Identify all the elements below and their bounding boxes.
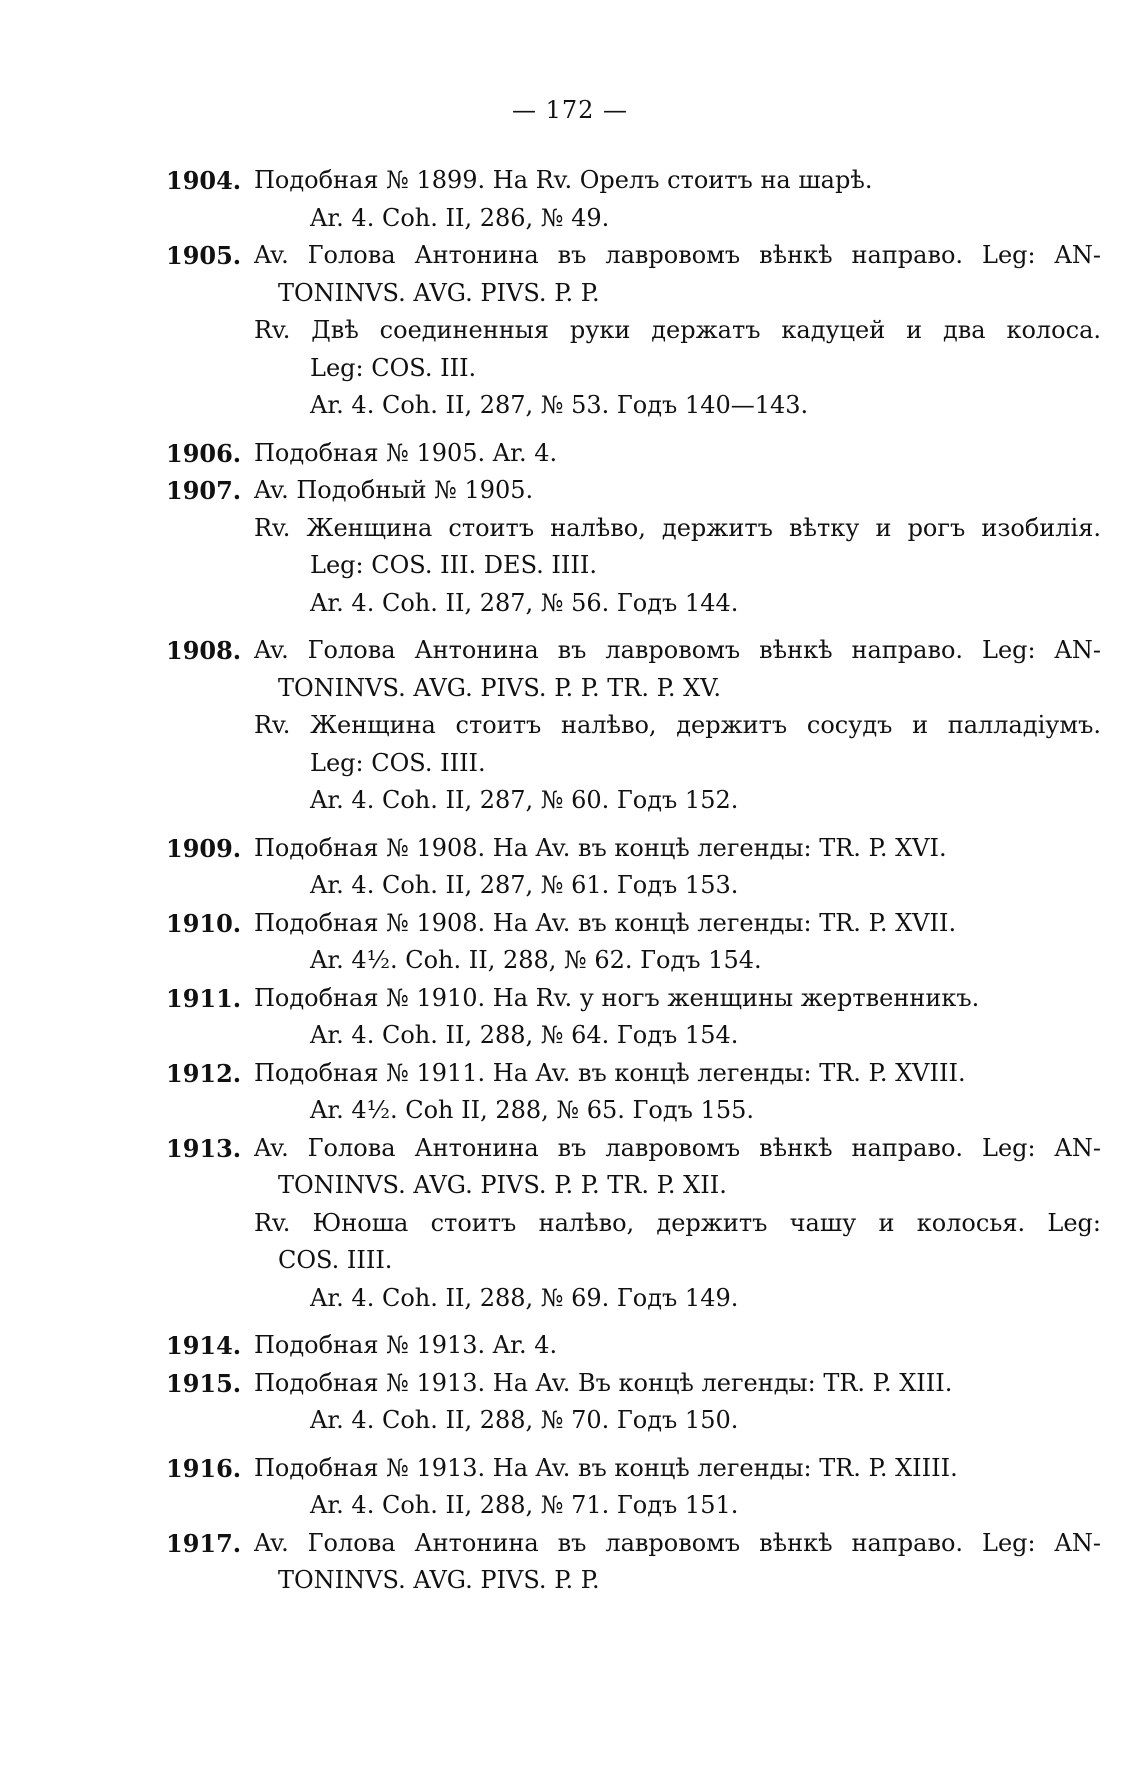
entry-number: 1906. bbox=[166, 438, 242, 468]
entry-text: Ar. 4. Coh. II, 288, № 71. Годъ 151. bbox=[310, 1491, 739, 1519]
entry-text: Ar. 4. Coh. II, 287, № 61. Годъ 153. bbox=[310, 871, 739, 899]
catalog-entry-1904 bbox=[166, 162, 1101, 237]
entry-text: Av. Подобный № 1905. bbox=[254, 476, 534, 504]
entry-text: Rv. Женщина стоитъ налѣво, держитъ вѣтку и рогъ изобилія. bbox=[254, 513, 1101, 542]
entry-text: Ar. 4. Coh. II, 286, № 49. bbox=[310, 203, 610, 232]
entry-number: 1912. bbox=[166, 1058, 242, 1088]
entry-text: TONINVS. AVG. PIVS. P. P. TR. P. XV. bbox=[278, 673, 722, 702]
catalog-entry-1915 bbox=[166, 1365, 1101, 1440]
catalog-entry-1909 bbox=[166, 830, 1101, 905]
catalog-entry-1912 bbox=[166, 1055, 1101, 1130]
catalog-entry-1911 bbox=[166, 980, 1101, 1055]
entry-text: Ar. 4. Coh. II, 287, № 56. Годъ 144. bbox=[310, 588, 739, 617]
coin-catalog bbox=[166, 162, 1101, 1600]
catalog-entry-1913 bbox=[166, 1130, 1101, 1318]
entry-number: 1905. bbox=[166, 241, 242, 270]
entry-number: 1911. bbox=[166, 983, 242, 1013]
entry-text: Подобная № 1913. На Av. въ концѣ легенды: TR. P. XIIII. bbox=[254, 1453, 958, 1482]
entry-number: 1904. bbox=[166, 166, 242, 195]
entry-text: Подобная № 1910. На Rv. у ногъ женщины жертвенникъ. bbox=[254, 983, 980, 1012]
entry-number: 1915. bbox=[166, 1368, 242, 1398]
entry-text: Подобная № 1908. На Av. въ концѣ легенды: TR. P. XVII. bbox=[254, 908, 957, 937]
entry-text: TONINVS. AVG. PIVS. P. P. bbox=[278, 278, 600, 307]
entry-text: Av. Голова Антонина въ лавровомъ вѣнкѣ направо. Leg: AN- bbox=[254, 636, 1101, 664]
entry-text: Ar. 4. Coh. II, 287, № 60. Годъ 152. bbox=[310, 786, 739, 814]
catalog-entry-1916 bbox=[166, 1450, 1101, 1525]
catalog-entry-1908 bbox=[166, 632, 1101, 820]
catalog-entry-1906 bbox=[166, 435, 1101, 473]
entry-number: 1909. bbox=[166, 833, 242, 863]
entry-number: 1917. bbox=[166, 1528, 242, 1558]
entry-number: 1907. bbox=[166, 476, 242, 505]
entry-text: Ar. 4. Coh. II, 288, № 70. Годъ 150. bbox=[310, 1406, 739, 1434]
entry-text: Подобная № 1913. На Av. Въ концѣ легенды: TR. P. XIII. bbox=[254, 1368, 953, 1397]
entry-text: Rv. Двѣ соединенныя руки держатъ кадуцей и два колоса. bbox=[254, 316, 1101, 344]
entry-text: Leg: COS. III. bbox=[310, 353, 477, 382]
entry-text: Ar. 4. Coh. II, 287, № 53. Годъ 140—143. bbox=[310, 391, 809, 419]
entry-text: Av. Голова Антонина въ лавровомъ вѣнкѣ направо. Leg: AN- bbox=[254, 241, 1101, 269]
entry-number: 1914. bbox=[166, 1331, 242, 1360]
catalog-entry-1914 bbox=[166, 1327, 1101, 1365]
entry-number: 1908. bbox=[166, 636, 242, 665]
catalog-entry-1907 bbox=[166, 472, 1101, 622]
entry-text: Rv. Женщина стоитъ налѣво, держитъ сосудъ и палладіумъ. bbox=[254, 711, 1101, 739]
entry-text: Leg: COS. III. DES. IIII. bbox=[310, 551, 597, 579]
entry-number: 1913. bbox=[166, 1133, 242, 1163]
entry-text: Подобная № 1911. На Av. въ концѣ легенды: TR. P. XVIII. bbox=[254, 1058, 966, 1087]
entry-text: Av. Голова Антонина въ лавровомъ вѣнкѣ направо. Leg: AN- bbox=[254, 1133, 1101, 1162]
entry-text: Ar. 4½. Coh. II, 288, № 62. Годъ 154. bbox=[310, 946, 762, 974]
entry-text: Ar. 4½. Coh II, 288, № 65. Годъ 155. bbox=[310, 1096, 754, 1124]
catalog-entry-1917 bbox=[166, 1525, 1101, 1600]
entry-text: Подобная № 1908. На Av. въ концѣ легенды: TR. P. XVI. bbox=[254, 833, 947, 862]
entry-text: Подобная № 1913. Ar. 4. bbox=[254, 1331, 558, 1359]
entry-text: Ar. 4. Coh. II, 288, № 64. Годъ 154. bbox=[310, 1021, 739, 1049]
catalog-entry-1905 bbox=[166, 237, 1101, 425]
entry-text: TONINVS. AVG. PIVS. P. P. bbox=[278, 1566, 600, 1594]
entry-text: Подобная № 1899. На Rv. Орелъ стоитъ на шарѣ. bbox=[254, 166, 873, 194]
entry-number: 1916. bbox=[166, 1453, 242, 1483]
entry-number: 1910. bbox=[166, 908, 242, 938]
entry-text: Av. Голова Антонина въ лавровомъ вѣнкѣ направо. Leg: AN- bbox=[254, 1528, 1101, 1557]
entry-text: Rv. Юноша стоитъ налѣво, держитъ чашу и колосья. Leg: bbox=[254, 1208, 1101, 1237]
entry-text: COS. IIII. bbox=[278, 1246, 393, 1274]
entry-text: Ar. 4. Coh. II, 288, № 69. Годъ 149. bbox=[310, 1283, 739, 1312]
entry-text: TONINVS. AVG. PIVS. P. P. TR. P. XII. bbox=[278, 1171, 727, 1199]
catalog-entry-1910 bbox=[166, 905, 1101, 980]
page-number: — 172 — bbox=[511, 96, 629, 124]
entry-text: Подобная № 1905. Ar. 4. bbox=[254, 438, 558, 467]
entry-text: Leg: COS. IIII. bbox=[310, 748, 486, 777]
